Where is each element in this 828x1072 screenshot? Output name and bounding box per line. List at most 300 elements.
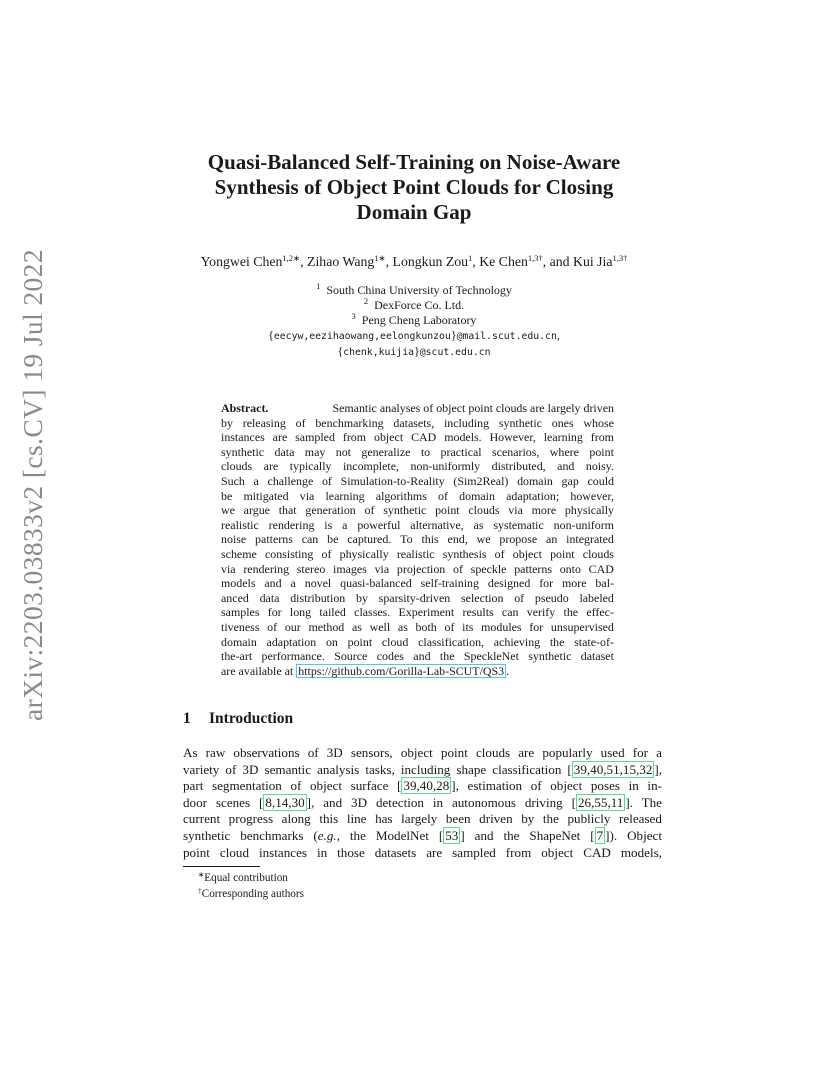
- intro-fragment: , the ModelNet [: [336, 827, 444, 843]
- word: object: [400, 745, 433, 760]
- word: synthesis: [442, 546, 487, 561]
- footnote-text: Corresponding authors: [201, 887, 304, 900]
- word: of: [321, 473, 332, 488]
- email-separator: ,: [556, 328, 560, 342]
- word: stereo: [296, 561, 326, 576]
- citation-link[interactable]: 39,40,51,15,32: [573, 761, 653, 777]
- email-line: [150, 344, 678, 360]
- word: point: [550, 546, 575, 561]
- word: datasets,: [393, 415, 435, 430]
- word: However,: [489, 430, 536, 445]
- word: sparsity-driven: [378, 590, 451, 605]
- abstract-line: [221, 576, 614, 591]
- abstract-line: [221, 664, 614, 679]
- word: tiveness: [221, 619, 260, 634]
- word: are: [426, 844, 443, 860]
- word: a: [253, 473, 259, 488]
- word: noisy.: [585, 459, 614, 474]
- section-number: 1: [183, 710, 191, 727]
- word: speckle: [470, 561, 507, 576]
- word: our: [284, 619, 301, 634]
- abstract-text: [221, 518, 614, 533]
- intro-fragment: ],: [654, 761, 662, 777]
- abstract-line: [221, 635, 614, 650]
- word: data: [274, 444, 295, 459]
- word: object: [512, 546, 542, 561]
- word: models,: [620, 844, 662, 860]
- affiliation-block: [150, 283, 678, 360]
- intro-fragment: ]). Object: [605, 827, 663, 843]
- affiliation-number: 1: [316, 281, 321, 291]
- author-name: Zihao Wang: [307, 254, 375, 269]
- abstract-text: [221, 591, 614, 606]
- abstract-text: [221, 459, 614, 474]
- word: SpeckleNet: [463, 649, 519, 664]
- word: dataset: [580, 649, 614, 664]
- word: are: [263, 459, 279, 474]
- word: observations: [233, 745, 300, 760]
- word: ones: [551, 415, 574, 430]
- brace: {: [268, 328, 274, 342]
- word: self-training: [420, 576, 479, 591]
- word: practical: [440, 444, 482, 459]
- citation-link[interactable]: 26,55,11: [577, 794, 624, 810]
- email-line: [150, 328, 678, 344]
- intro-fragment: ], and 3D detection in autonomous driving [: [306, 794, 576, 810]
- abstract-text: .: [506, 663, 510, 678]
- word: are: [272, 430, 288, 445]
- word: of: [267, 619, 278, 634]
- word: not: [335, 444, 351, 459]
- word: typically: [289, 459, 332, 474]
- author-separator: ,: [385, 254, 393, 269]
- word: long: [289, 605, 312, 620]
- word: via: [221, 561, 236, 576]
- intro-line: [183, 778, 662, 795]
- abstract-text: [221, 416, 614, 431]
- affiliation-number: 3: [351, 311, 356, 321]
- word: of: [514, 590, 525, 605]
- word: Simulation-to-Reality: [340, 473, 445, 488]
- word: popularly: [542, 745, 593, 760]
- word: selection: [461, 590, 504, 605]
- abstract-text: [221, 532, 614, 547]
- word: more: [562, 576, 587, 591]
- word: incomplete,: [342, 459, 400, 474]
- word: the: [563, 605, 579, 620]
- word: Source: [334, 649, 368, 664]
- word: well: [369, 619, 391, 634]
- word: driven: [479, 811, 513, 827]
- word: adaptation: [266, 634, 317, 649]
- word: point: [435, 503, 460, 518]
- word: is: [324, 517, 333, 532]
- word: onto: [559, 561, 581, 576]
- abstract-line: [221, 445, 614, 460]
- abstract-line: [221, 416, 614, 431]
- word: publicly: [567, 811, 611, 827]
- word: both: [415, 619, 437, 634]
- word: of: [438, 488, 448, 503]
- author-affiliation-marks: 1,3†: [527, 253, 543, 263]
- word: (Sim2Real): [453, 473, 509, 488]
- author-affiliation-marks: 1,3†: [612, 253, 628, 263]
- word: by: [521, 811, 535, 827]
- abstract-text: [221, 445, 614, 460]
- intro-fragment: part segmentation of object surface [: [183, 778, 402, 794]
- word: raw: [205, 745, 226, 760]
- abstract-line: [221, 620, 614, 635]
- abstract-text: [221, 649, 614, 664]
- intro-fragment: door scenes [: [183, 794, 264, 810]
- paper-title: [160, 150, 668, 225]
- intro-fragment: ]. The: [625, 794, 662, 810]
- affiliation-name: Peng Cheng Laboratory: [361, 313, 477, 327]
- word: distributed,: [491, 459, 546, 474]
- word: domain: [517, 473, 553, 488]
- word: via: [374, 561, 390, 576]
- abstract-text: [221, 635, 614, 650]
- intro-line: [183, 762, 662, 779]
- word: patterns: [255, 532, 293, 547]
- brace: }: [414, 344, 420, 358]
- word: a: [656, 745, 662, 760]
- word: current: [183, 811, 221, 827]
- affiliation-name: South China University of Technology: [326, 283, 512, 297]
- email-domain: @scut.edu.cn: [419, 347, 491, 358]
- word: this: [421, 532, 439, 547]
- author-separator: ,: [472, 254, 480, 269]
- word: consisting: [264, 546, 314, 561]
- citation-link[interactable]: 39,40,28: [403, 778, 450, 794]
- word: results: [462, 605, 494, 620]
- affiliation-name: DexForce Co. Ltd.: [374, 298, 465, 312]
- affiliation-line: [150, 313, 678, 328]
- word: from: [590, 430, 614, 445]
- word: the: [439, 649, 455, 664]
- word: scheme: [221, 546, 257, 561]
- word: of: [321, 546, 332, 561]
- citation-link[interactable]: 53: [445, 827, 459, 843]
- brace: {: [337, 344, 344, 358]
- abstract-text: [221, 620, 614, 635]
- citation-link[interactable]: 7: [596, 827, 604, 843]
- word: used: [600, 745, 625, 760]
- word: object: [541, 844, 574, 860]
- abstract-line: [221, 430, 614, 445]
- word: novel: [304, 576, 332, 591]
- word: for: [267, 605, 282, 620]
- abstract-text: are available at: [221, 663, 294, 678]
- word: whose: [583, 415, 614, 430]
- intro-line: [183, 828, 662, 845]
- word: instances: [221, 430, 265, 445]
- word: projection: [396, 561, 446, 576]
- word: designed: [487, 576, 531, 591]
- word: and: [557, 459, 575, 474]
- affiliation-line: [150, 298, 678, 313]
- word: end,: [447, 532, 468, 547]
- word: however,: [570, 488, 614, 503]
- word: releasing: [242, 415, 286, 430]
- intro-line: [183, 845, 662, 862]
- word: gap: [561, 473, 579, 488]
- word: instances: [258, 844, 307, 860]
- title-line: Synthesis of Object Point Clouds for Closing: [214, 175, 614, 199]
- word: domain: [459, 488, 495, 503]
- word: released: [619, 811, 662, 827]
- word: captured.: [347, 532, 392, 547]
- word: scenarios,: [492, 444, 540, 459]
- intro-fragment: ], estimation of object poses in in-: [451, 778, 662, 794]
- word: cloud: [381, 634, 409, 649]
- citation-link[interactable]: 8,14,30: [265, 794, 305, 810]
- word: the: [542, 811, 559, 827]
- abstract-text: [221, 562, 614, 577]
- word: adaptation;: [506, 488, 560, 503]
- word: Experiment: [398, 605, 455, 620]
- word: may: [304, 444, 326, 459]
- word: challenge: [267, 473, 314, 488]
- section-title: Introduction: [209, 710, 294, 727]
- abstract-label: Abstract.: [221, 401, 269, 415]
- word: sampled: [452, 844, 496, 860]
- word: argue: [243, 503, 270, 518]
- title-line: Quasi-Balanced Self-Training on Noise-Aware: [207, 150, 621, 174]
- abstract-text: [221, 576, 614, 591]
- email-domain: @mail.scut.edu.cn: [456, 331, 557, 342]
- word: progress: [228, 811, 274, 827]
- word: an: [546, 532, 558, 547]
- word: synthetic: [498, 415, 542, 430]
- footnote-divider: [183, 866, 260, 867]
- word: synthetic: [383, 503, 427, 518]
- intro-line: [183, 795, 662, 812]
- word: this: [319, 811, 339, 827]
- word: of: [444, 619, 455, 634]
- word: unsupervised: [550, 619, 614, 634]
- abstract-text: [221, 474, 614, 489]
- word: rendering: [243, 561, 290, 576]
- intro-fragment: ] and the ShapeNet [: [460, 827, 595, 843]
- word: benchmarking: [315, 415, 384, 430]
- abstract-text: Semantic analyses of object point clouds are largely driven: [332, 401, 614, 415]
- word: clouds: [475, 745, 511, 760]
- abstract-text: [221, 503, 614, 518]
- word: bal-: [595, 576, 614, 591]
- email-users: chenk,kuijia: [343, 347, 414, 358]
- abstract-line: [221, 649, 614, 664]
- word: point: [589, 444, 614, 459]
- abstract-line: [221, 489, 614, 504]
- word: CAD: [583, 844, 611, 860]
- word: and: [413, 649, 431, 664]
- word: from: [342, 430, 367, 445]
- word: of: [307, 745, 319, 760]
- abstract-line: [221, 474, 614, 489]
- word: we: [476, 532, 491, 547]
- footnote-mark: ∗: [198, 870, 205, 879]
- word: realistic: [396, 546, 435, 561]
- word: Such: [221, 473, 245, 488]
- word: for: [529, 619, 544, 634]
- word: synthetic: [528, 649, 572, 664]
- affiliation-number: 2: [363, 296, 369, 306]
- abstract-line: [221, 605, 614, 620]
- word: as: [351, 619, 362, 634]
- title-line: Domain Gap: [356, 200, 472, 224]
- author-separator: ,: [300, 254, 308, 269]
- word: of: [364, 503, 375, 518]
- word: integrated: [566, 532, 614, 547]
- word: could: [587, 473, 614, 488]
- author-name: Ke Chen: [479, 254, 528, 269]
- word: clouds: [582, 546, 614, 561]
- author-list: [150, 254, 678, 270]
- word: along: [281, 811, 311, 827]
- word: by: [221, 415, 233, 430]
- word: can: [301, 532, 319, 547]
- word: by: [356, 590, 368, 605]
- word: are: [518, 745, 535, 760]
- intro-line: [183, 745, 662, 762]
- word: cloud: [219, 844, 249, 860]
- word: systematic: [493, 517, 544, 532]
- word: data: [259, 590, 280, 605]
- word: physically: [339, 546, 389, 561]
- abstract-line: [221, 547, 614, 562]
- word: codes: [376, 649, 404, 664]
- intro-text: [183, 762, 662, 779]
- word: clouds: [468, 503, 500, 518]
- word: datasets: [374, 844, 417, 860]
- word: sampled: [295, 430, 335, 445]
- word: models.: [444, 430, 482, 445]
- word: classes.: [354, 605, 391, 620]
- word: realistic: [221, 517, 259, 532]
- word: where: [549, 444, 579, 459]
- source-code-link[interactable]: https://github.com/Gorilla-Lab-SCUT/QS3: [298, 663, 505, 678]
- section-heading: [183, 710, 293, 728]
- word: rendering: [268, 517, 315, 532]
- word: for: [632, 745, 649, 760]
- abstract-line: [221, 532, 614, 547]
- word: point: [347, 634, 373, 649]
- word: of: [453, 561, 463, 576]
- word: of: [295, 415, 306, 430]
- brace: }: [450, 328, 457, 342]
- word: object: [373, 430, 404, 445]
- word: that: [278, 503, 297, 518]
- word: largely: [401, 811, 438, 827]
- word: point: [183, 844, 210, 860]
- abstract-text: [221, 430, 614, 445]
- footnote: [198, 871, 304, 887]
- word: generalize: [361, 444, 411, 459]
- word: the-art: [221, 649, 253, 664]
- word: modules: [481, 619, 522, 634]
- intro-fragment: variety of 3D semantic analysis tasks, including shape classification [: [183, 761, 572, 777]
- word: As: [183, 745, 198, 760]
- intro-text: [183, 845, 662, 862]
- word: has: [375, 811, 393, 827]
- author-name: Longkun Zou: [392, 254, 469, 269]
- word: be: [327, 532, 339, 547]
- word: To: [400, 532, 413, 547]
- word: via: [299, 488, 315, 503]
- word: via: [508, 503, 523, 518]
- intro-text: [183, 811, 662, 828]
- footnote-mark: †: [198, 885, 202, 895]
- abstract-line: [221, 459, 614, 474]
- word: propose: [499, 532, 538, 547]
- author-separator: , and: [542, 254, 574, 269]
- author-name: Yongwei Chen: [200, 254, 283, 269]
- word: we: [221, 503, 235, 518]
- word: as: [397, 619, 408, 634]
- word: those: [337, 844, 365, 860]
- word: to: [420, 444, 431, 459]
- word: achieving: [493, 634, 541, 649]
- word: non-uniform: [553, 517, 614, 532]
- word: a: [290, 576, 296, 591]
- word: synthetic: [221, 444, 265, 459]
- word: generation: [305, 503, 356, 518]
- abstract-text: [221, 489, 614, 504]
- arxiv-identifier-stamp: [15, 249, 51, 721]
- word: domain: [221, 634, 257, 649]
- word: distribution: [290, 590, 346, 605]
- word: labeled: [579, 590, 614, 605]
- word: CAD: [588, 561, 614, 576]
- footnote: [198, 887, 304, 903]
- intro-fragment: e.g.: [317, 827, 337, 843]
- author-affiliation-marks: 1,2∗: [282, 253, 301, 263]
- word: models: [221, 576, 256, 591]
- word: can: [501, 605, 519, 620]
- intro-text: [183, 745, 662, 762]
- intro-text: [183, 778, 662, 795]
- word: point: [440, 745, 468, 760]
- word: pseudo: [534, 590, 569, 605]
- abstract-text: [221, 605, 614, 620]
- intro-text: [183, 828, 662, 845]
- word: classification,: [418, 634, 485, 649]
- word: powerful: [357, 517, 401, 532]
- word: its: [462, 619, 474, 634]
- word: noise: [221, 532, 247, 547]
- word: effec-: [586, 605, 614, 620]
- word: physically: [564, 503, 614, 518]
- word: for: [539, 576, 554, 591]
- word: a: [342, 517, 348, 532]
- abstract-line: [221, 518, 614, 533]
- word: CAD: [411, 430, 437, 445]
- word: algorithms: [375, 488, 427, 503]
- intro-text: [183, 795, 662, 812]
- word: clouds: [221, 459, 253, 474]
- word: state-of-: [574, 634, 614, 649]
- word: patterns: [514, 561, 552, 576]
- word: be: [221, 488, 233, 503]
- author-name: Kui Jia: [573, 254, 613, 269]
- footnote-text: Equal contribution: [204, 872, 288, 884]
- word: of: [494, 546, 505, 561]
- email-users: eecyw,eezihaowang,eelongkunzou: [273, 331, 451, 342]
- word: including: [443, 415, 490, 430]
- word: as: [473, 517, 484, 532]
- footnotes: [198, 871, 304, 902]
